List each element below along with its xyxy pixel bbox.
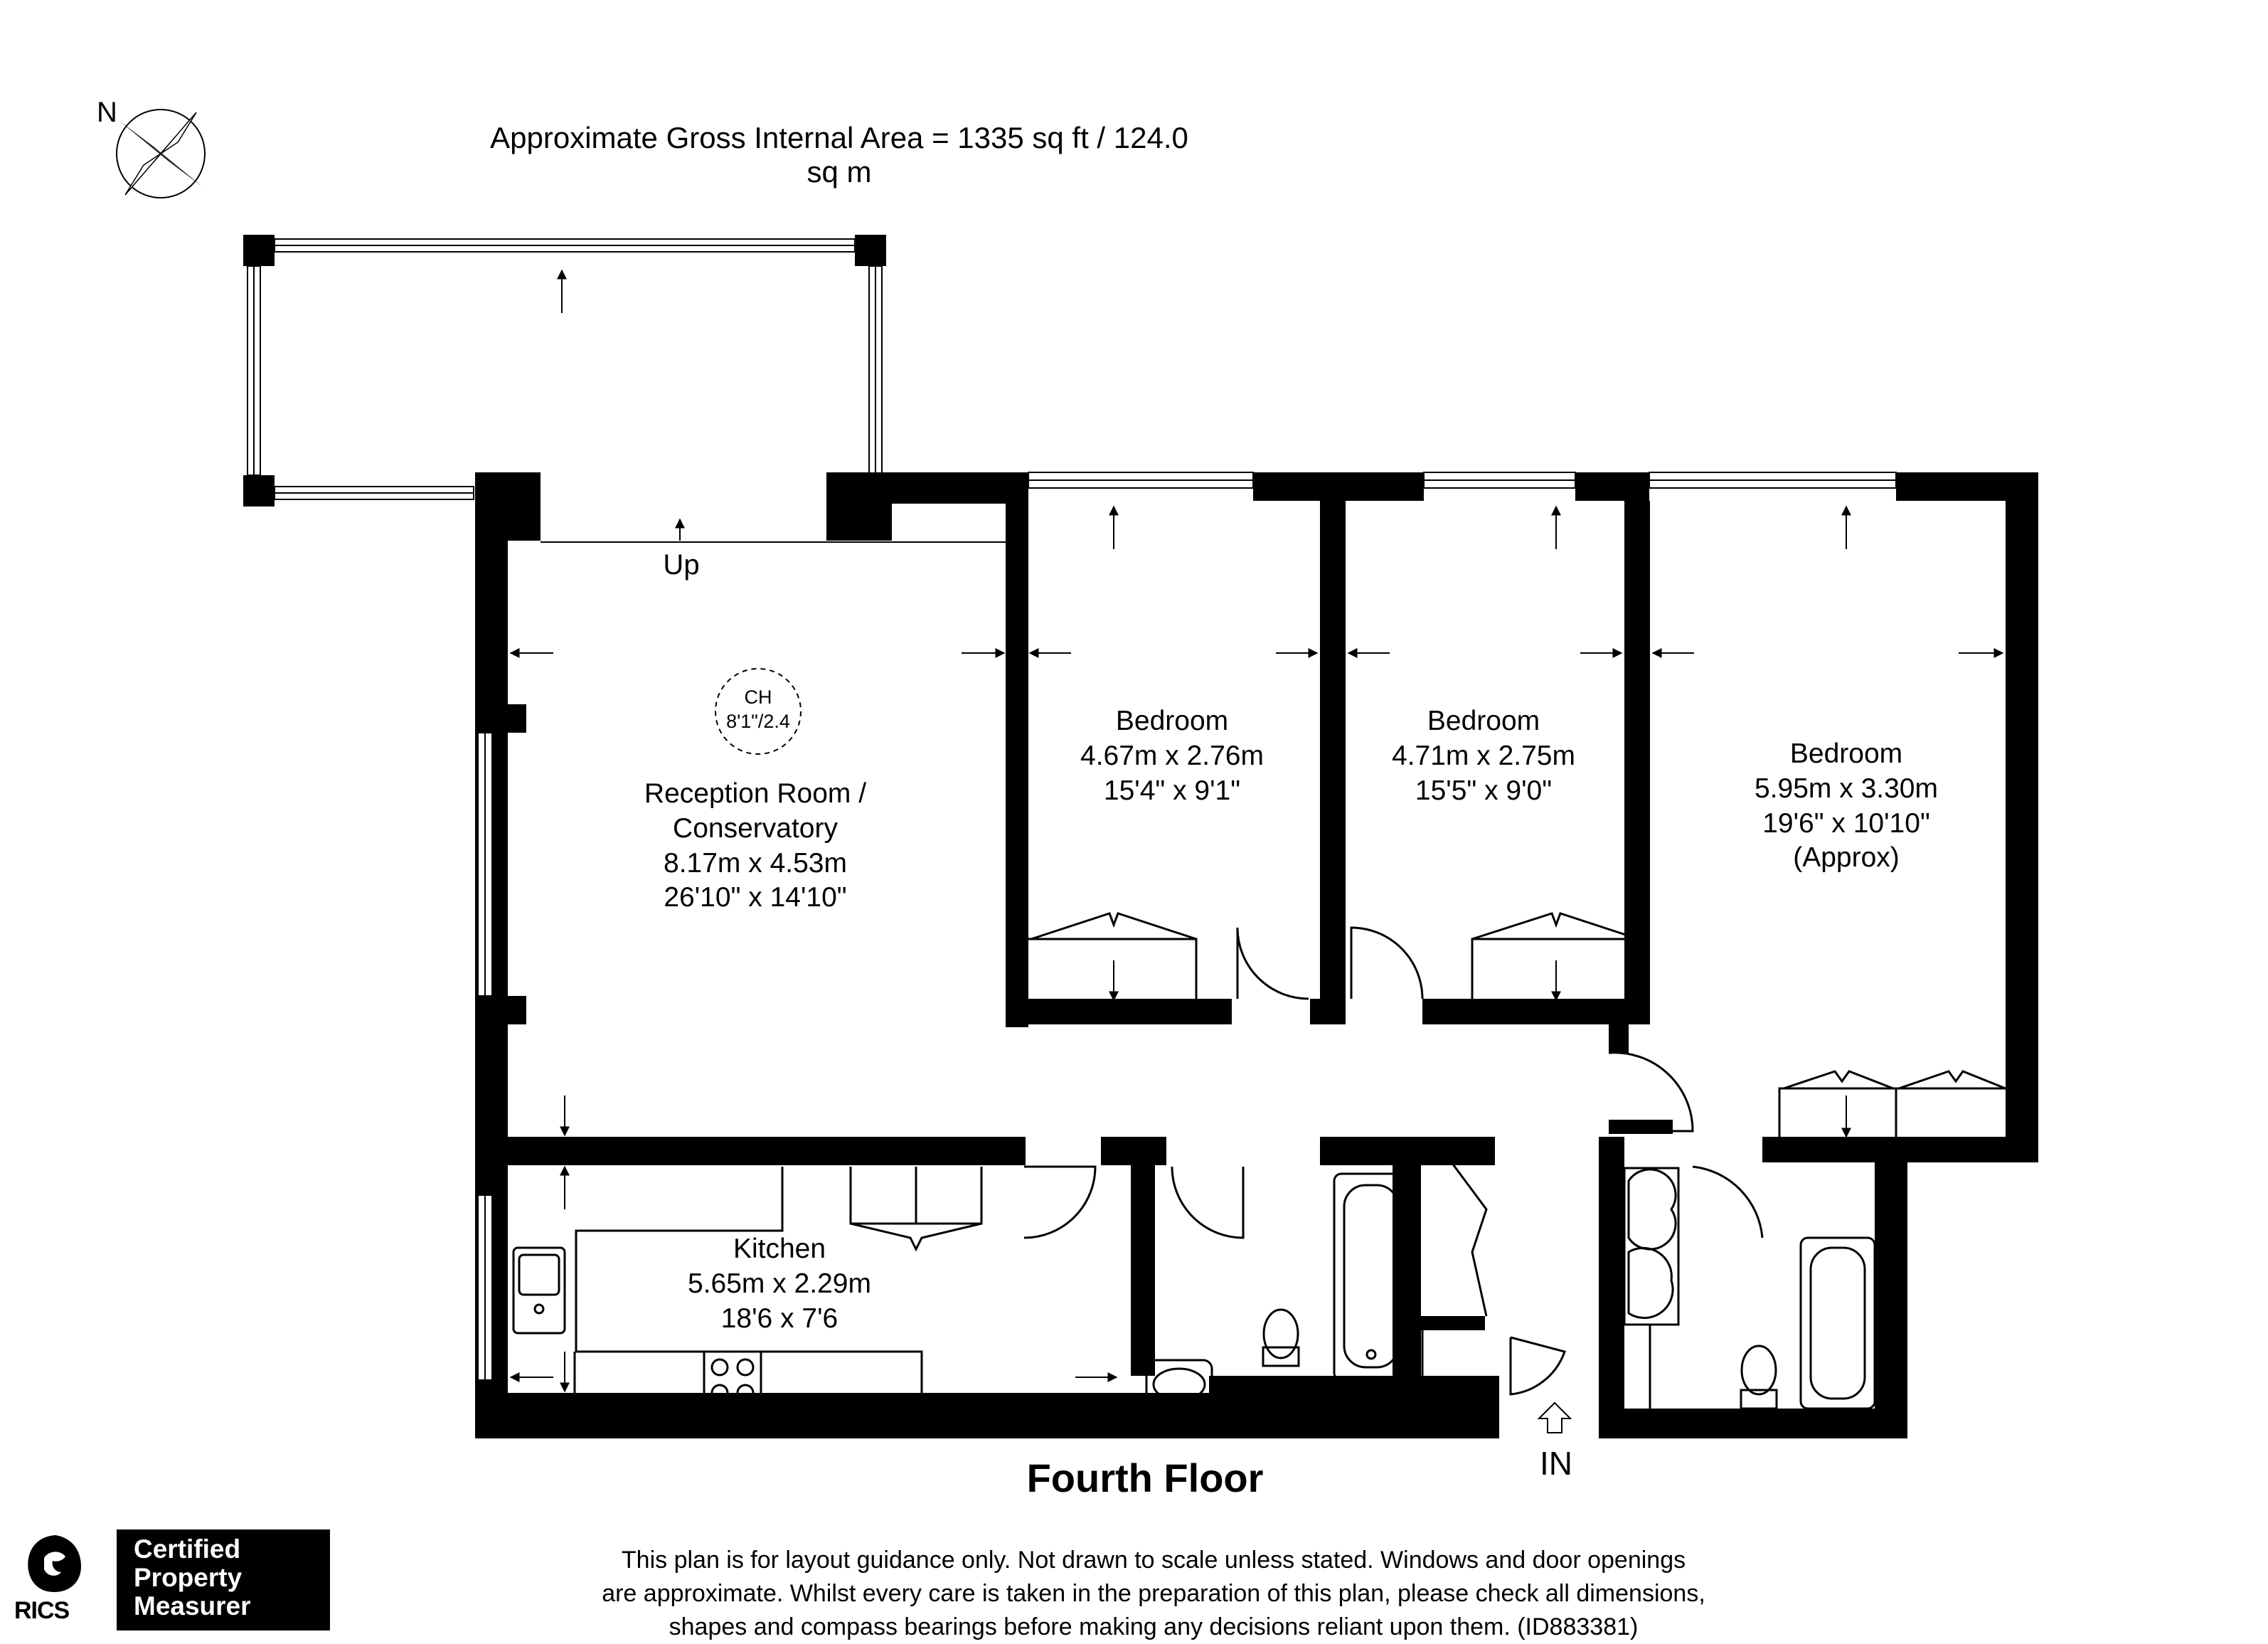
badge-line: Certified (134, 1534, 241, 1564)
room-label-bedroom-1 (1080, 704, 1264, 808)
room-dimensions-imperial: 15'5" x 9'0" (1415, 775, 1553, 806)
room-dimensions-imperial: 26'10" x 14'10" (664, 882, 847, 913)
disclaimer (513, 1544, 1794, 1644)
entrance-arrow-icon (1539, 1403, 1570, 1433)
gross-internal-area: Approximate Gross Internal Area = 1335 sq ft / 124.0 sq m (490, 121, 1188, 189)
up-label: Up (663, 549, 700, 580)
room-label-reception (644, 777, 866, 916)
certified-measurer-badge (117, 1529, 330, 1630)
room-name: Conservatory (673, 812, 838, 844)
room-name: Kitchen (733, 1234, 826, 1264)
room-label-kitchen (688, 1232, 871, 1336)
room-dimensions-metric: 4.67m x 2.76m (1080, 740, 1264, 771)
room-name: Bedroom (1427, 706, 1540, 736)
badge-line: Property (134, 1562, 243, 1592)
rics-wordmark: RICS (14, 1597, 70, 1624)
room-dimensions-metric: 5.95m x 3.30m (1755, 773, 1938, 804)
entrance-label: IN (1540, 1445, 1572, 1482)
ceiling-height-value: 8'1"/2.4 (726, 710, 790, 732)
compass-rose-icon (117, 110, 205, 198)
balcony (243, 235, 886, 507)
room-label-bedroom-2 (1392, 704, 1575, 808)
room-dimensions-metric: 5.65m x 2.29m (688, 1268, 871, 1299)
room-dimensions-metric: 8.17m x 4.53m (664, 847, 847, 879)
room-dimensions-imperial: 19'6" x 10'10" (1762, 807, 1930, 839)
disclaimer-line: This plan is for layout guidance only. Not drawn to scale unless stated. Windows and door openings (621, 1547, 1686, 1574)
room-dimensions-imperial: 15'4" x 9'1" (1103, 775, 1241, 806)
room-name: Bedroom (1789, 738, 1903, 769)
room-name: Reception Room / (644, 778, 867, 809)
room-note: (Approx) (1793, 842, 1900, 874)
ceiling-height-title: CH (744, 686, 772, 708)
room-dimensions-metric: 4.71m x 2.75m (1392, 740, 1575, 771)
room-dimensions-imperial: 18'6 x 7'6 (720, 1303, 838, 1334)
floor-name: Fourth Floor (1026, 1455, 1264, 1500)
room-name: Bedroom (1115, 706, 1229, 736)
room-label-bedroom-3 (1755, 737, 1938, 876)
ceiling-height-label (726, 686, 790, 734)
north-label: N (97, 97, 117, 128)
badge-line: Measurer (134, 1591, 251, 1621)
disclaimer-line: are approximate. Whilst every care is taken in the preparation of this plan, please check all dimensions, (602, 1579, 1705, 1607)
disclaimer-line: shapes and compass bearings before making any decisions reliant upon them. (ID883381) (669, 1613, 1639, 1640)
